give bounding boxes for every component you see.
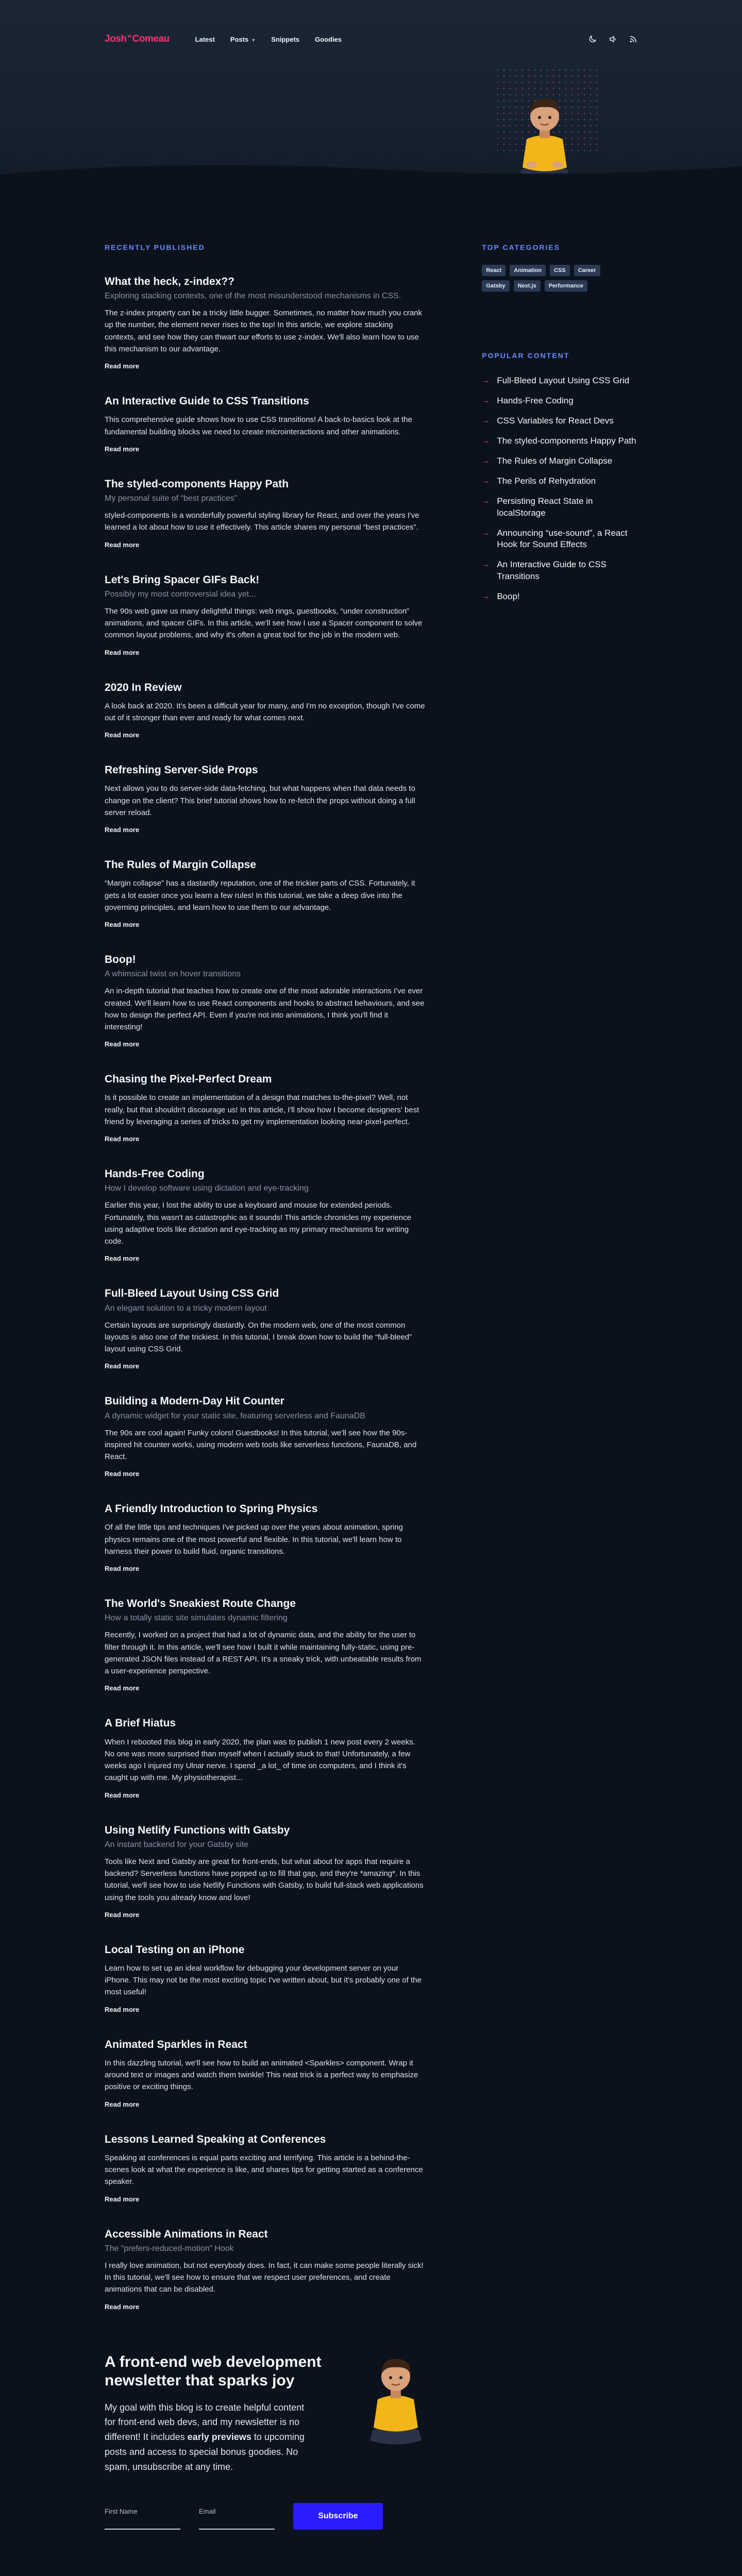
post-card (105, 1167, 425, 1263)
popular-item-label: Boop! (497, 591, 520, 602)
post-subtitle: An instant backend for your Gatsby site (105, 1840, 249, 1849)
post-card (105, 2038, 425, 2109)
read-more-link[interactable]: Read more (105, 2005, 140, 2013)
read-more-link[interactable]: Read more (105, 921, 140, 929)
post-title[interactable]: Refreshing Server-Side Props (105, 764, 258, 776)
popular-item-label: Persisting React State in localStorage (497, 496, 593, 518)
arrow-right-icon: → (482, 436, 490, 445)
read-more-link[interactable]: Read more (105, 1040, 140, 1048)
post-excerpt: This comprehensive guide shows how to use CSS transitions! A back-to-basics look at the fundamental building blocks we need to create microinteractions and other animations. (105, 415, 412, 436)
arrow-right-icon: → (482, 496, 490, 505)
arrow-right-icon: → (482, 560, 490, 569)
post-excerpt: I really love animation, but not everybody does. In fact, it can make some people literally sick! In this tutorial, we'll see how to ensure that we respect user preferences, and create animations that can be disabled. (105, 2261, 424, 2294)
top-nav (105, 30, 637, 48)
post-excerpt: Speaking at conferences is equal parts exciting and terrifying. This article is a behind-the-scenes look at what the experience is like, and shares tips for getting started as a conference speaker. (105, 2153, 423, 2187)
popular-item[interactable] (482, 496, 637, 519)
header-wave (0, 154, 742, 190)
recently-published (105, 190, 425, 2312)
logo-mid: w (127, 33, 131, 39)
popular-item[interactable] (482, 395, 637, 407)
post-title[interactable]: Hands-Free Coding (105, 1168, 205, 1180)
post-subtitle: The “prefers-reduced-motion” Hook (105, 2244, 234, 2253)
post-subtitle: My personal suite of “best practices” (105, 494, 237, 503)
post-title[interactable]: Animated Sparkles in React (105, 2038, 247, 2050)
nav-icons (588, 35, 637, 44)
arrow-right-icon: → (482, 396, 490, 405)
post-card (105, 1943, 425, 2014)
popular-item-label: Full-Bleed Layout Using CSS Grid (497, 376, 630, 385)
popular-item-label: Hands-Free Coding (497, 395, 574, 405)
post-card (105, 395, 425, 454)
post-excerpt: The 90s are cool again! Funky colors! Guestbooks! In this tutorial, we'll see how the 90s-inspired hit counter works, using modern web tools like serverless functions, FaunaDB, and React. (105, 1428, 417, 1461)
popular-item[interactable] (482, 591, 637, 603)
read-more-link[interactable]: Read more (105, 1684, 140, 1692)
post-subtitle: Exploring stacking contexts, one of the most misunderstood mechanisms in CSS. (105, 292, 401, 301)
read-more-link[interactable]: Read more (105, 1565, 140, 1573)
popular-item[interactable] (482, 435, 637, 447)
post-subtitle: How I develop software using dictation and eye-tracking (105, 1184, 309, 1193)
popular-item-label: The styled-components Happy Path (497, 435, 636, 446)
category-tag[interactable]: CSS (550, 265, 570, 276)
post-card (105, 275, 425, 371)
category-tag[interactable]: Animation (510, 265, 546, 276)
moon-icon[interactable] (588, 35, 597, 44)
post-title[interactable]: Full-Bleed Layout Using CSS Grid (105, 1287, 279, 1300)
read-more-link[interactable]: Read more (105, 540, 140, 549)
volume-icon[interactable] (609, 35, 618, 44)
post-title[interactable]: Local Testing on an iPhone (105, 1943, 245, 1956)
post-title[interactable]: The styled-components Happy Path (105, 478, 289, 490)
nav-goodies[interactable]: Goodies (315, 35, 342, 43)
popular-item-label: Announcing “use-sound”, a React Hook for Sound Effects (497, 528, 628, 550)
arrow-right-icon: → (482, 376, 490, 385)
post-card (105, 858, 425, 929)
post-subtitle: How a totally static site simulates dynamic filtering (105, 1614, 288, 1623)
post-excerpt: “Margin collapse” has a dastardly reputation, one of the trickier parts of CSS. Fortunately, it gets a lot easier once you learn a few rules! In this tutorial, we take a deep dive into the governing principles, and learn how to use them to our advantage. (105, 879, 415, 912)
subscribe-button[interactable]: Subscribe (293, 2503, 383, 2530)
post-title[interactable]: Chasing the Pixel-Perfect Dream (105, 1073, 272, 1086)
newsletter-body-end: to upcoming posts and access to special bonus goodies. No spam, unsubscribe at any time. (105, 2432, 305, 2472)
post-excerpt: Certain layouts are surprisingly dastardly. On the modern web, one of the most common layouts is also one of the trickiest. In this tutorial, I break down how to build the “full-bleed” layout using CSS Grid. (105, 1320, 412, 1354)
newsletter-body (105, 2400, 316, 2475)
post-card (105, 1287, 425, 1371)
post-list (105, 275, 425, 2312)
read-more-link[interactable]: Read more (105, 826, 140, 834)
site-header (0, 0, 742, 190)
popular-item[interactable] (482, 476, 637, 487)
post-title[interactable]: Using Netlify Functions with Gatsby (105, 1824, 290, 1836)
post-title[interactable]: Lessons Learned Speaking at Conferences (105, 2133, 326, 2145)
post-card (105, 478, 425, 550)
post-title[interactable]: What the heck, z-index?? (105, 276, 235, 287)
post-card (105, 1395, 425, 1479)
first-name-field[interactable] (105, 2507, 180, 2530)
read-more-link[interactable]: Read more (105, 1135, 140, 1143)
nav-posts-label: Posts (230, 35, 249, 43)
post-excerpt: Is it possible to create an implementation of a design that matches to-the-pixel? Well, not really, but that shouldn't discourage us! In this article, I'll show how I become designers' best friend by leveraging a series of tricks to get my implementation looking near-pixel-perfect. (105, 1093, 419, 1126)
newsletter-body-start: My goal with this blog is to create helpful content for front-end web devs, and my newsletter is no different! It includes (105, 2402, 305, 2443)
popular-item-label: The Perils of Rehydration (497, 476, 596, 486)
logo-last: Comeau (132, 33, 170, 44)
post-card (105, 2228, 425, 2312)
main-content (0, 190, 742, 2312)
logo-first: Josh (105, 33, 127, 44)
newsletter-title: A front-end web development newsletter that sparks joy (105, 2353, 322, 2389)
post-title[interactable]: The World's Sneakiest Route Change (105, 1598, 296, 1610)
read-more-link[interactable]: Read more (105, 1255, 140, 1263)
popular-item[interactable] (482, 415, 637, 427)
arrow-right-icon: → (482, 456, 490, 465)
read-more-link[interactable]: Read more (105, 362, 140, 370)
popular-item-label: An Interactive Guide to CSS Transitions (497, 560, 606, 582)
arrow-right-icon: → (482, 528, 490, 537)
post-excerpt: An in-depth tutorial that teaches how to create one of the most adorable interactions I've ever created. We'll learn how to use React components and hooks to abstract behaviours, and see how to design the perfect API. Even if you're not into animations, I think you'll find it interesting! (105, 987, 425, 1031)
sidebar (482, 190, 637, 2312)
categories-heading: TOP CATEGORIES (482, 243, 561, 251)
first-name-input[interactable] (105, 2515, 180, 2530)
newsletter (105, 2353, 434, 2530)
post-subtitle: Possibly my most controversial idea yet... (105, 589, 256, 599)
read-more-link[interactable]: Read more (105, 2100, 140, 2108)
post-excerpt: Of all the little tips and techniques I've picked up over the years about animation, spring physics remains one of the most powerful and flexible. In this tutorial, we'll learn how to harness their power to build fluid, organic transitions. (105, 1523, 403, 1556)
nav-snippets[interactable]: Snippets (271, 35, 300, 43)
post-excerpt: Next allows you to do server-side data-fetching, but what happens when that data needs to change on the client? This brief tutorial shows how to re-fetch the props without doing a full server reload. (105, 784, 415, 817)
post-excerpt: The z-index property can be a tricky little bugger. Sometimes, no matter how much you crank up the number, the element never rises to the top! In this article, we explore stacking contexts, and see how they can thwart our efforts to use z-index. We'll also learn how to use this mechanism to our advantage. (105, 309, 423, 353)
read-more-link[interactable]: Read more (105, 1470, 140, 1478)
post-title[interactable]: Accessible Animations in React (105, 2228, 268, 2240)
category-tag[interactable]: Career (574, 265, 600, 276)
post-card (105, 573, 425, 657)
popular-list (482, 375, 637, 603)
popular-item-label: The Rules of Margin Collapse (497, 455, 613, 466)
post-card (105, 681, 425, 740)
post-excerpt: A look back at 2020. It's been a difficult year for many, and I'm no exception, though I've come out of it stronger than ever and ready for what comes next. (105, 701, 425, 722)
email-input[interactable] (199, 2515, 275, 2530)
category-tag[interactable]: React (482, 265, 505, 276)
post-excerpt: When I rebooted this blog in early 2020, the plan was to publish 1 new post every 2 weeks. No one was more surprised than myself when I actually stuck to that! Unfortunately, a few weeks ago I injured my Ulnar nerve. I spend _a lot_ of time on computers, and I think it's caught up with me. My physiotherapist... (105, 1737, 415, 1783)
arrow-right-icon: → (482, 592, 490, 601)
post-excerpt: In this dazzling tutorial, we'll see how to build an animated <Sparkles> component. Wrap it around text or images and watch them twinkle! This neat trick is a perfect way to emphasize positive or exciting things. (105, 2058, 418, 2092)
post-card (105, 1717, 425, 1800)
nav-latest[interactable]: Latest (195, 35, 215, 43)
category-tag[interactable]: Performance (545, 280, 587, 292)
post-card (105, 1597, 425, 1693)
popular-item[interactable] (482, 528, 637, 551)
email-label: Email (199, 2507, 216, 2516)
post-title[interactable]: A Brief Hiatus (105, 1717, 176, 1730)
read-more-link[interactable]: Read more (105, 1362, 140, 1370)
post-card (105, 1824, 425, 1920)
post-card (105, 1073, 425, 1144)
chevron-down-icon: ▼ (251, 37, 256, 43)
post-subtitle: A whimsical twist on hover transitions (105, 970, 241, 979)
read-more-link[interactable]: Read more (105, 1910, 140, 1919)
post-subtitle: An elegant solution to a tricky modern layout (105, 1303, 267, 1313)
post-card (105, 953, 425, 1049)
popular-item[interactable] (482, 375, 637, 387)
popular-item-label: CSS Variables for React Devs (497, 415, 614, 426)
post-title[interactable]: Boop! (105, 954, 136, 966)
recent-heading: RECENTLY PUBLISHED (105, 243, 205, 251)
email-field[interactable] (199, 2507, 275, 2530)
post-title[interactable]: Building a Modern-Day Hit Counter (105, 1395, 284, 1408)
category-tag[interactable]: Gatsby (482, 280, 509, 292)
category-tag[interactable]: Next.js (514, 280, 541, 292)
category-list (482, 265, 631, 292)
read-more-link[interactable]: Read more (105, 1791, 140, 1799)
post-excerpt: styled-components is a wonderfully powerful styling library for React, and over the years I've learned a lot about how to use it effectively. This article shares my personal “best practices”. (105, 511, 419, 532)
post-excerpt: Learn how to set up an ideal workflow for debugging your development server on your iPhone. This may not be the most exciting topic I've written about, but it's probably one of the most useful! (105, 1963, 421, 1997)
read-more-link[interactable]: Read more (105, 2302, 140, 2311)
newsletter-body-bold: early previews (187, 2432, 251, 2443)
site-logo[interactable] (105, 33, 170, 45)
post-title[interactable]: The Rules of Margin Collapse (105, 859, 257, 871)
post-excerpt: Recently, I worked on a project that had a lot of dynamic data, and the ability for the user to filter through it. In this article, we'll see how I built it while maintaining fully-static, using pre-generated JSON files instead of a REST API. It's a sneaky trick, with unbeatable results from a user-experience perspective. (105, 1631, 421, 1676)
popular-item[interactable] (482, 559, 637, 583)
read-more-link[interactable]: Read more (105, 445, 140, 453)
nav-links (195, 36, 342, 43)
post-excerpt: The 90s web gave us many delightful things: web rings, guestbooks, “under construction” animations, and spacer GIFs. In this article, we'll see how I use a Spacer component to solve common layout problems, and why it's often a great tool for the job in the modern web. (105, 606, 423, 640)
arrow-right-icon: → (482, 416, 490, 425)
nav-posts[interactable] (230, 36, 256, 43)
post-excerpt: Earlier this year, I lost the ability to use a keyboard and mouse for extended periods. Fortunately, this wasn't as catastrophic as it sounds! This article chronicles my experience using adaptive tools like dictation and eye-tracking as my primary mechanisms for writing code. (105, 1201, 412, 1246)
popular-item[interactable] (482, 455, 637, 467)
post-card (105, 1502, 425, 1573)
newsletter-form (105, 2503, 434, 2530)
post-subtitle: A dynamic widget for your static site, featuring serverless and FaunaDB (105, 1411, 366, 1420)
post-excerpt: Tools like Next and Gatsby are great for front-ends, but what about for apps that require a backend? Serverless functions have popped up to fill that gap, and they're *amazing*. In this tutorial, we'll see how to use Netlify Functions with Gatsby, to build full-stack web applications using the tools you already know and love! (105, 1857, 424, 1902)
rss-icon[interactable] (629, 35, 637, 43)
read-more-link[interactable]: Read more (105, 731, 140, 739)
post-title[interactable]: Let's Bring Spacer GIFs Back! (105, 573, 260, 586)
post-title[interactable]: A Friendly Introduction to Spring Physics (105, 1503, 318, 1515)
post-card (105, 2133, 425, 2204)
read-more-link[interactable]: Read more (105, 648, 140, 656)
post-card (105, 764, 425, 835)
popular-heading: POPULAR CONTENT (482, 351, 570, 360)
post-title[interactable]: 2020 In Review (105, 681, 182, 693)
read-more-link[interactable]: Read more (105, 2195, 140, 2203)
newsletter-avatar-illustration (362, 2348, 429, 2451)
first-name-label: First Name (105, 2507, 138, 2516)
arrow-right-icon: → (482, 476, 490, 485)
post-title[interactable]: An Interactive Guide to CSS Transitions (105, 395, 309, 408)
